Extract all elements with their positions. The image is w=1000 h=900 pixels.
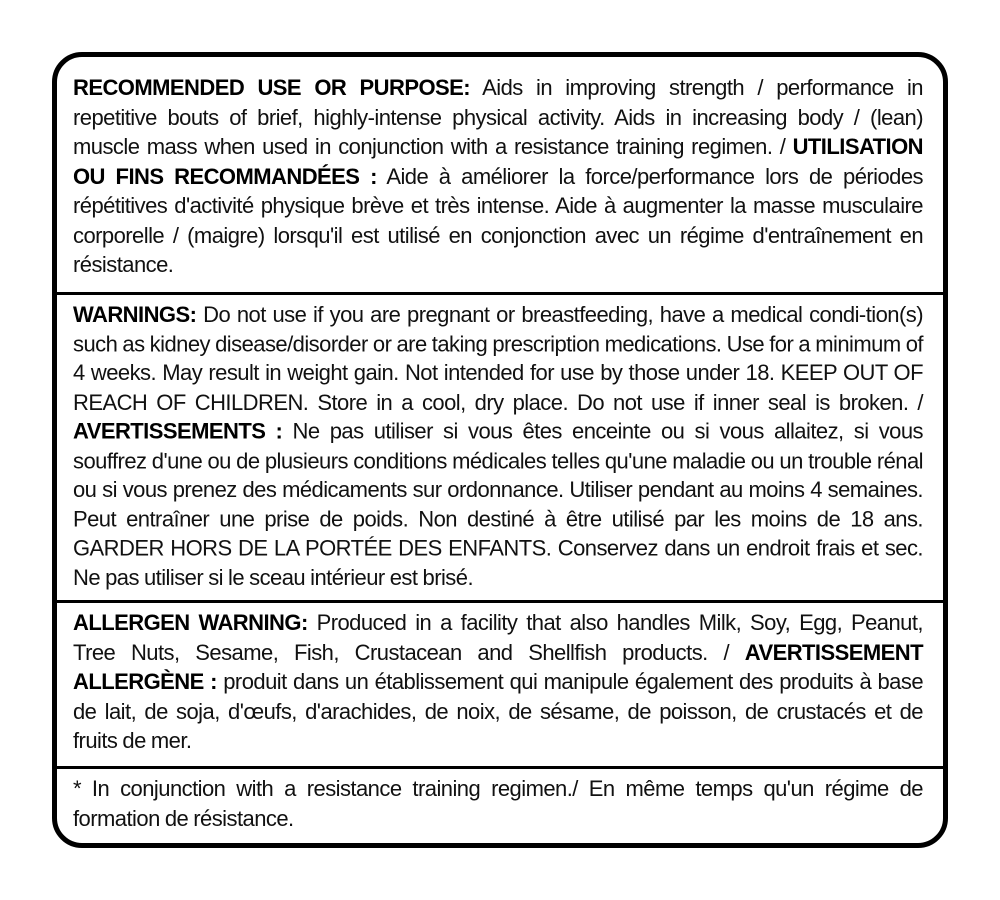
allergen-heading-fr: AVERTISSEMENT ALLERGÈNE :: [73, 639, 923, 694]
recommended-use-heading-en: RECOMMENDED USE OR PURPOSE:: [73, 75, 471, 100]
supplement-label: [52, 52, 948, 848]
allergen-heading-en: ALLERGEN WARNING:: [73, 610, 308, 635]
warnings-heading-fr: AVERTISSEMENTS :: [73, 418, 283, 444]
allergen-section: [57, 608, 943, 756]
footnote-section: [57, 774, 943, 833]
recommended-use-text-en: Aids in improving strength / performance in repetitive bouts of brief, highly-intense physical activity. Aids in increasing body / (lean) muscle mass when used in conjunction with a resistance training regimen. /: [73, 75, 923, 159]
warnings-text-en: Do not use if you are pregnant or breastfeeding, have a medical condi-tion(s) such as kidney disease/disorder or are taking prescription medications. Use for a minimum of 4 weeks. May result in weight gain. Not intended for use by those under 18. KEEP OUT OF REACH OF CHILDREN. Store in a cool, dry place. Do not use if inner seal is broken. /: [73, 301, 923, 415]
warnings-text-fr: Ne pas utiliser si vous êtes enceinte ou si vous allaitez, si vous souffrez d'une ou de plusieurs conditions médicales telles qu'une maladie ou un trouble rénal ou si vous prenez des médicaments sur ordonnance. Utiliser pendant au moins 4 semaines. Peut entraîner une prise de poids. Non destiné à être utilisé par les moins de 18 ans. GARDER HORS DE LA PORTÉE DES ENFANTS. Conservez dans un endroit frais et sec. Ne pas utiliser si le sceau intérieur est brisé.: [73, 418, 923, 590]
recommended-use-text-fr: Aide à améliorer la force/performance lors de périodes répétitives d'activité physique brève et très intense. Aide à augmenter la masse musculaire corporelle / (maigre) lorsqu'il est utilisé en conjonction avec un régime d'entraînement en résistance.: [73, 163, 924, 277]
warnings-heading-en: WARNINGS:: [73, 301, 197, 327]
allergen-text-en: Produced in a facility that also handles Milk, Soy, Egg, Peanut, Tree Nuts, Sesame, Fish, Crustacean and Shellfish products. /: [73, 610, 923, 665]
warnings-section: [57, 300, 943, 592]
section-divider: [57, 600, 943, 603]
recommended-use-heading-fr: UTILISATION OU FINS RECOMMANDÉES :: [73, 134, 923, 189]
recommended-use-section: [57, 73, 943, 280]
footnote-text: * In conjunction with a resistance training regimen./ En même temps qu'un régime de formation de résistance.: [73, 776, 923, 831]
allergen-text-fr: produit dans un établissement qui manipule également des produits à base de lait, de soja, d'œufs, d'arachides, de noix, de sésame, de poisson, de crustacés et de fruits de mer.: [73, 669, 924, 753]
section-divider: [57, 766, 943, 769]
section-divider: [57, 292, 943, 295]
